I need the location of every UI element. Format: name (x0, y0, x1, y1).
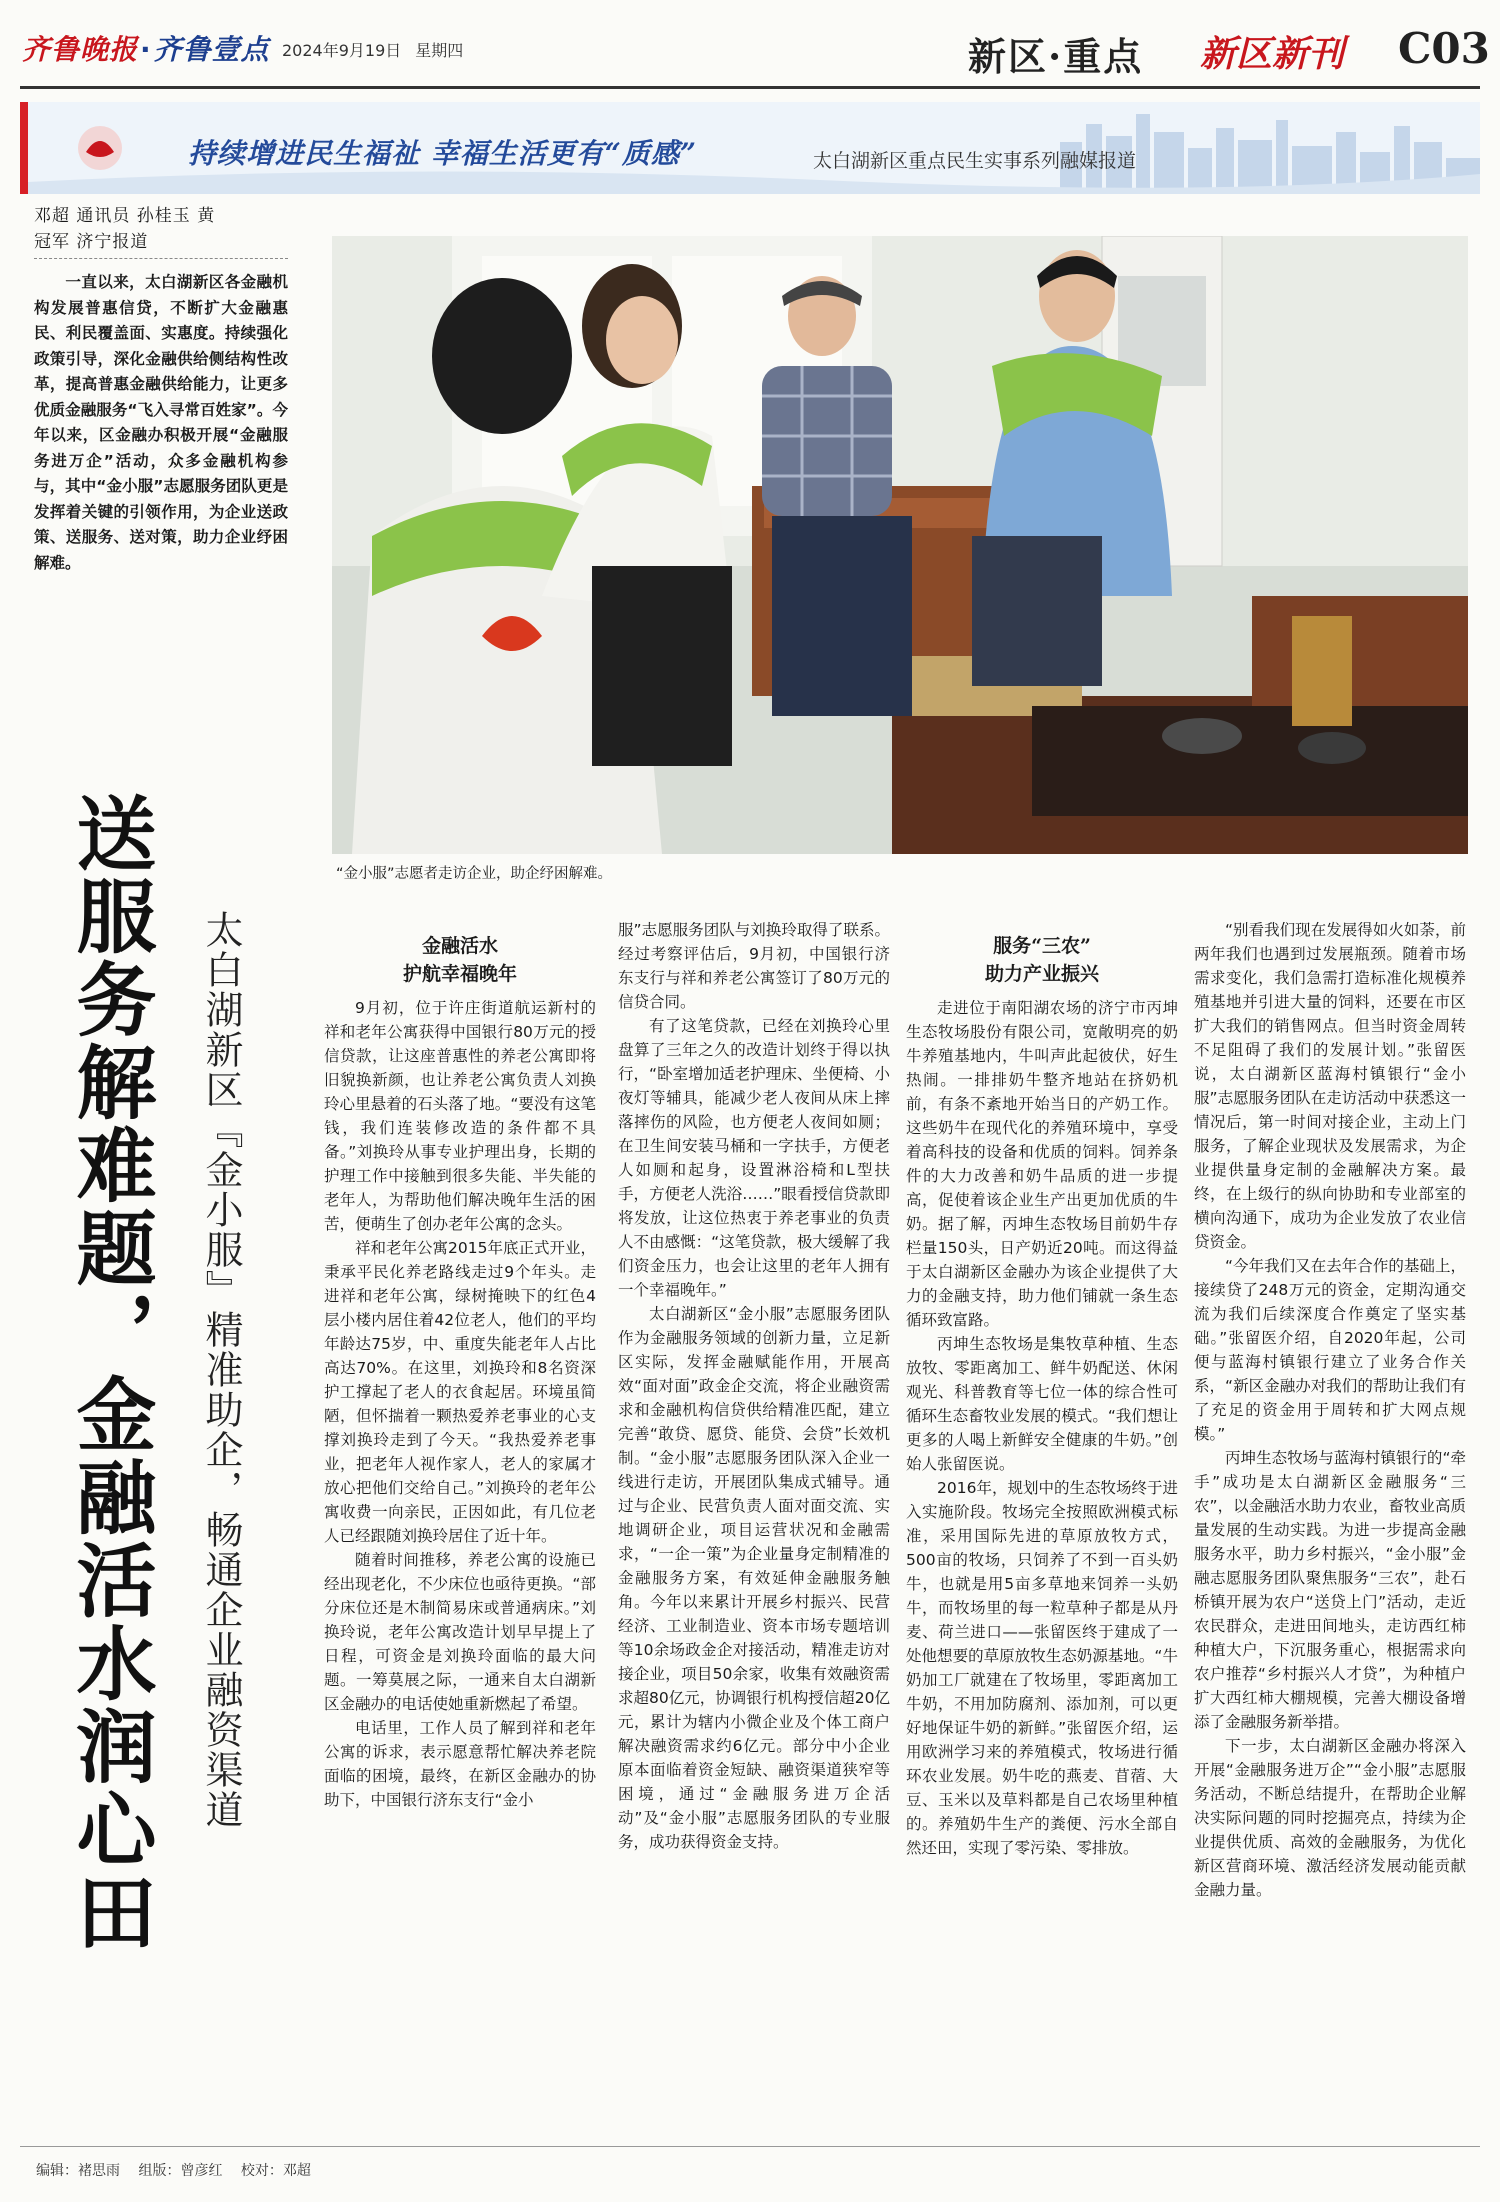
editorial-credits (36, 2160, 325, 2180)
article-column-4 (1194, 918, 1466, 1902)
header-rule (20, 86, 1480, 89)
section-heading-line: 金融活水 (421, 935, 498, 957)
section-title: 新区·重点 (968, 34, 1144, 79)
section-heading (906, 932, 1178, 988)
brand-name-secondary: 齐鲁壹点 (153, 33, 270, 66)
credit-proofread: 校对：邓超 (240, 2163, 311, 2179)
article-paragraph: 太白湖新区“金小服”志愿服务团队作为金融服务领域的创新力量，立足新区实际，发挥金融赋能作用，开展高效“面对面”政金企交流，将企业融资需求和金融机构信贷供给精准匹配，建立完善“敢贷、愿贷、能贷、会贷”长效机制。“金小服”志愿服务团队深入企业一线进行走访，开展团队集成式辅导。通过与企业、民营负责人面对面交流、实地调研企业，项目运营状况和金融需求，“一企一策”为企业量身定制精准的金融服务方案，有效延伸金融服务触角。今年以来累计开展乡村振兴、民营经济、工业制造业、资本市场专题培训等10余场政金企对接活动，精准走访对接企业，项目50余家，收集有效融资需求超80亿元，协调银行机构授信超20亿元，累计为辖内小微企业及个体工商户解决融资需求约6亿元。部分中小企业原本面临着资金短缺、融资渠道狭窄等困境，通过“金融服务进万企活动”及“金小服”志愿服务团队的专业服务，成功获得资金支持。 (618, 1305, 890, 1851)
masthead-logo (22, 28, 270, 72)
credit-layout: 组版：曾彦红 (138, 2163, 223, 2179)
lead-text: 一直以来，太白湖新区各金融机构发展普惠信贷，不断扩大金融惠民、利民覆盖面、实惠度。持续强化政策引导，深化金融供给侧结构性改革，提高普惠金融供给能力，让更多优质金融服务“飞入寻常百姓家”。今年以来，区金融办积极开展“金融服务进万企”活动，众多金融机构参与，其中“金小服”志愿服务团队更是发挥着关键的引领作用，为企业送政策、送服务、送对策，助力企业纾困解难。 (34, 273, 288, 572)
byline (34, 203, 284, 255)
brand-separator: · (140, 33, 152, 66)
footer-rule (20, 2146, 1480, 2147)
series-banner (20, 102, 1480, 194)
credit-editor: 编辑：褚思雨 (36, 2163, 120, 2179)
news-photo (332, 236, 1468, 854)
subheadline: 太白湖新区『金小服』精准助企，畅通企业融资渠道 (199, 910, 243, 1830)
article-paragraph: 丙坤生态牧场与蓝海村镇银行的“牵手”成功是太白湖新区金融服务“三农”，以金融活水助力农业，畜牧业高质量发展的生动实践。为进一步提高金融服务水平，助力乡村振兴，“金小服”金融志愿服务团队聚焦服务“三农”，赴石桥镇开展为农户“送贷上门”活动，走近农民群众，走进田间地头，走访西红柿种植大户，下沉服务重心，根据需求向农户推荐“乡村振兴人才贷”，为种植户扩大西红柿大棚规模，完善大棚设备增添了金融服务新举措。 (1194, 1449, 1466, 1731)
page-number: C03 (1398, 24, 1490, 73)
article-paragraph: 2016年，规划中的生态牧场终于进入实施阶段。牧场完全按照欧洲模式标准，采用国际先进的草原放牧方式，500亩的牧场，只饲养了不到一百头奶牛，也就是用5亩多草地来饲养一头奶牛，而牧场里的每一粒草种子都是从丹麦、荷兰进口——张留医终于建成了一处他想要的草原放牧生态奶源基地。“牛奶加工厂就建在了牧场里，零距离加工牛奶，不用加防腐剂、添加剂，可以更好地保证牛奶的新鲜。”张留医介绍，运用欧洲学习来的养殖模式，牧场进行循环农业发展。奶牛吃的燕麦、苜蓿、大豆、玉米以及草料都是自己农场里种植的。养殖奶牛生产的粪便、污水全部自然还田，实现了零污染、零排放。 (906, 1479, 1178, 1857)
section-heading-line: 护航幸福晚年 (402, 963, 517, 985)
section-heading-line: 服务“三农” (993, 935, 1091, 957)
article-paragraph: 随着时间推移，养老公寓的设施已经出现老化，不少床位也亟待更换。“部分床位还是木制简易床或普通病床。”刘换玲说，老年公寓改造计划早早提上了日程，可资金是刘换玲面临的最大问题。一筹莫展之际，一通来自太白湖新区金融办的电话使她重新燃起了希望。 (324, 1551, 596, 1713)
banner-slogan: 持续增进民生福祉 幸福生活更有“质感” (188, 137, 697, 170)
headline: 送服务解难题，金融活水润心田 (63, 792, 157, 1954)
article-paragraph: 9月初，位于许庄街道航运新村的祥和老年公寓获得中国银行80万元的授信贷款，让这座普惠性的养老公寓即将旧貌换新颜，也让养老公寓负责人刘换玲心里悬着的石头落了地。“要没有这笔钱，我们连装修改造的条件都不具备。”刘换玲从事专业护理出身，长期的护理工作中接触到很多失能、半失能的老年人，为帮助他们解决晚年生活的困苦，便萌生了创办老年公寓的念头。 (324, 999, 596, 1233)
supplement-logo: 新区新刊 (1200, 33, 1345, 75)
section-heading-line: 助力产业振兴 (984, 963, 1099, 985)
byline-line: 冠军 济宁报道 (34, 232, 149, 252)
article-paragraph: 丙坤生态牧场是集牧草种植、生态放牧、零距离加工、鲜牛奶配送、休闲观光、科普教育等七位一体的综合性可循环生态畜牧业发展的模式。“我们想让更多的人喝上新鲜安全健康的牛奶。”创始人张留医说。 (906, 1335, 1178, 1473)
article-paragraph: 走进位于南阳湖农场的济宁市丙坤生态牧场股份有限公司，宽敞明亮的奶牛养殖基地内，牛叫声此起彼伏，好生热闹。一排排奶牛整齐地站在挤奶机前，有条不紊地开始当日的产奶工作。这些奶牛在现代化的养殖环境中，享受着高科技的设备和优质的饲料。饲养条件的大力改善和奶牛品质的进一步提高，促使着该企业生产出更加优质的牛奶。据了解，丙坤生态牧场目前奶牛存栏量150头，日产奶近20吨。而这得益于太白湖新区金融办为该企业提供了大力的金融支持，助力他们铺就一条生态循环致富路。 (906, 999, 1178, 1329)
article-column-3 (906, 932, 1178, 1860)
photo-caption: “金小服”志愿者走访企业，助企纾困解难。 (336, 866, 613, 882)
article-paragraph: 下一步，太白湖新区金融办将深入开展“金融服务进万企”“金小服”志愿服务活动，不断总结提升，在帮助企业解决实际问题的同时挖掘亮点，持续为企业提供优质、高效的金融服务，为优化新区营商环境、激活经济发展动能贡献金融力量。 (1194, 1737, 1466, 1899)
byline-divider (34, 258, 288, 259)
section-heading (324, 932, 596, 988)
issue-date-text: 2024年9月19日 (282, 41, 402, 60)
article-paragraph: 有了这笔贷款，已经在刘换玲心里盘算了三年之久的改造计划终于得以执行，“卧室增加适老护理床、坐便椅、小夜灯等辅具，能减少老人夜间从床上摔落摔伤的风险，也方便老人夜间如厕；在卫生间安装马桶和一字扶手，方便老人如厕和起身，设置淋浴椅和L型扶手，方便老人洗浴……”眼看授信贷款即将发放，让这位热衷于养老事业的负责人不由感慨：“这笔贷款，极大缓解了我们资金压力，也会让这里的老年人拥有一个幸福晚年。” (618, 1017, 890, 1299)
article-paragraph: 祥和老年公寓2015年底正式开业，秉承平民化养老路线走过9个年头。走进祥和老年公寓，绿树掩映下的红色4层小楼内居住着42位老人，他们的平均年龄达75岁，中、重度失能老年人占比高达70%。在这里，刘换玲和8名资深护工撑起了老人的衣食起居。环境虽简陋，但怀揣着一颗热爱养老事业的心支撑刘换玲走到了今天。“我热爱养老事业，把老年人视作家人，老人的家属才放心把他们交给自己。”刘换玲的老年公寓收费一向亲民，正因如此，有几位老人已经跟随刘换玲居住了近十年。 (324, 1239, 596, 1545)
article-paragraph: 电话里，工作人员了解到祥和老年公寓的诉求，表示愿意帮忙解决养老院面临的困境，最终，在新区金融办的协助下，中国银行济东支行“金小 (324, 1719, 596, 1809)
banner-series-label: 太白湖新区重点民生实事系列融媒报道 (813, 150, 1137, 172)
photo-volunteers-visiting-business (332, 236, 1468, 854)
article-column-1 (324, 932, 596, 1812)
issue-date (282, 38, 463, 61)
article-paragraph: “别看我们现在发展得如火如荼，前两年我们也遇到过发展瓶颈。随着市场需求变化，我们急需打造标准化规模养殖基地并引进大量的饲料，还要在市区扩大我们的销售网点。但当时资金周转不足阻碍了我们的发展计划。”张留医说，太白湖新区蓝海村镇银行“金小服”志愿服务团队在走访活动中获悉这一情况后，第一时间对接企业，主动上门服务，了解企业现状及发展需求，为企业提供量身定制的金融解决方案。最终，在上级行的纵向协助和专业部室的横向沟通下，成功为企业发放了农业信贷资金。 (1194, 921, 1466, 1251)
brand-name-primary: 齐鲁晚报 (22, 33, 139, 66)
article-column-2 (618, 918, 890, 1854)
issue-weekday: 星期四 (415, 41, 464, 60)
article-paragraph: “今年我们又在去年合作的基础上，接续贷了248万元的资金，定期沟通交流为我们后续深度合作奠定了坚实基础。”张留医介绍，自2020年起，公司便与蓝海村镇银行建立了业务合作关系，“新区金融办对我们的帮助让我们有了充足的资金用于周转和扩大网点规模。” (1194, 1257, 1466, 1443)
lead-paragraph (34, 270, 288, 576)
article-paragraph: 服”志愿服务团队与刘换玲取得了联系。经过考察评估后，9月初，中国银行济东支行与祥和养老公寓签订了80万元的信贷合同。 (618, 921, 890, 1011)
byline-line: 邓超 通讯员 孙桂玉 黄 (34, 206, 216, 226)
